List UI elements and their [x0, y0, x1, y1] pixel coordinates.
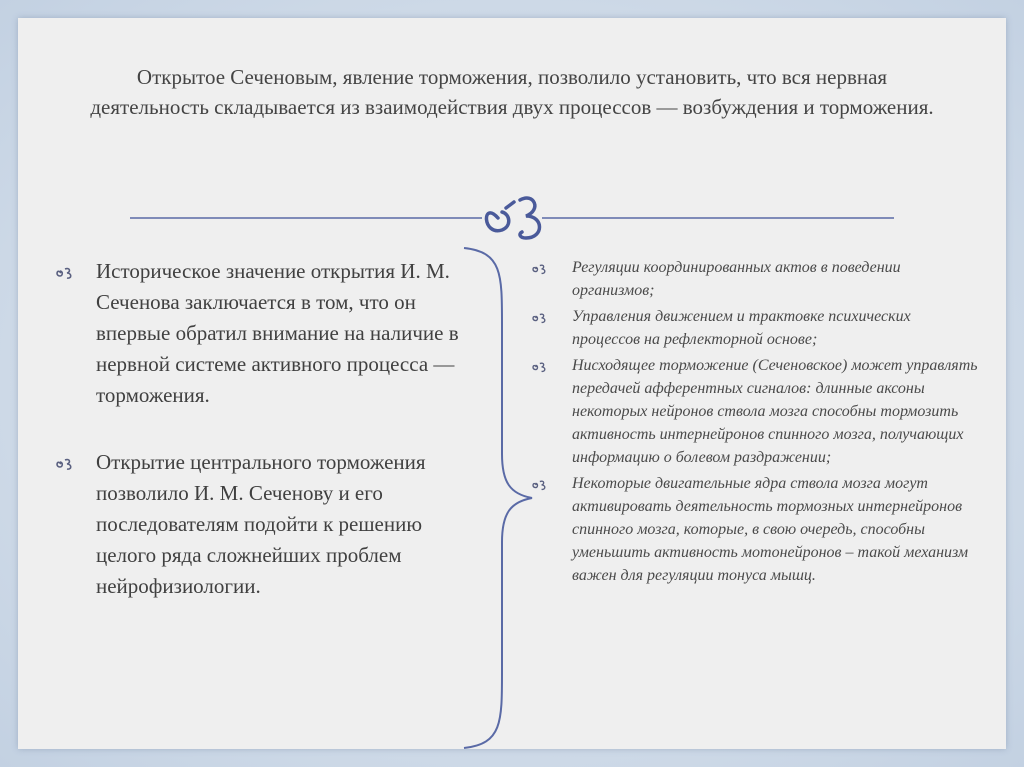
list-item	[530, 305, 982, 351]
flourish-bullet-icon	[54, 266, 74, 280]
flourish-bullet-icon	[530, 361, 548, 373]
list-item	[54, 447, 474, 602]
list-item	[530, 472, 982, 587]
left-item-text: Открытие центрального торможения позволило И. М. Сеченову и его последователям подойти к решению целого ряда сложнейших проблем нейрофизиологии.	[96, 450, 426, 598]
flourish-bullet-icon	[530, 263, 548, 275]
left-column	[54, 256, 474, 638]
right-column	[530, 256, 982, 590]
slide-title: Открытое Сеченовым, явление торможения, позволило установить, что вся нервная деятельность складывается из взаимодействия двух процессов — возбуждения и торможения.	[90, 65, 934, 119]
list-item	[54, 256, 474, 411]
list-item	[530, 256, 982, 302]
right-item-text: Управления движением и трактовке психических процессов на рефлекторной основе;	[572, 308, 911, 348]
flourish-ornament-icon	[486, 198, 539, 238]
list-item	[530, 354, 982, 469]
right-item-text: Нисходящее торможение (Сеченовское) может управлять передачей афферентных сигналов: длинные аксоны некоторых нейронов ствола мозга способны тормозить активность интернейронов спинного мозга, получающих информацию о болевом раздражении;	[572, 357, 978, 466]
slide	[18, 18, 1006, 749]
left-item-text: Историческое значение открытия И. М. Сеченова заключается в том, что он впервые обратил внимание на наличие в нервной системе активного процесса — торможения.	[96, 259, 459, 407]
right-item-text: Некоторые двигательные ядра ствола мозга могут активировать деятельность тормозных интернейронов спинного мозга, которые, в свою очередь, способны уменьшить активность мотонейронов – такой механизм важен для регуляции тонуса мышц.	[572, 475, 969, 584]
flourish-bullet-icon	[530, 479, 548, 491]
flourish-bullet-icon	[530, 312, 548, 324]
ornament-divider	[130, 188, 894, 248]
right-item-text: Регуляции координированных актов в поведении организмов;	[572, 259, 901, 299]
flourish-bullet-icon	[54, 457, 74, 471]
